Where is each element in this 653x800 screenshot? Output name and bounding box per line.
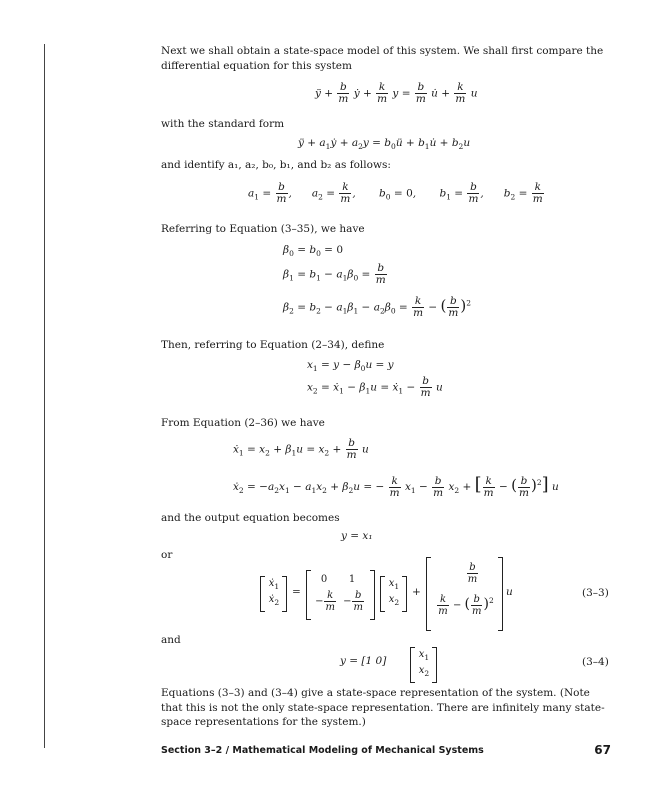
equation-number-3-4: (3–4) <box>582 656 609 668</box>
and-text: and <box>161 634 181 646</box>
x2-dot-equation: ẋ$_2$ = $-a_2x_1 - a_1x_2 + \beta_2u$ = − $\frac{k}{m}$ $x_1$ − $\frac{b}{m}$ $x_2$ + [ $\frac{k}{m}$ − ( $\frac{b}{m}$ )$^2$] u <box>233 474 559 499</box>
conclusion-paragraph: Equations (3–3) and (3–4) give a state-space representation of the system. (Note that this is not the only state-space representation. There are infinitely many state-space representations for the system.) <box>161 687 605 728</box>
page-number: 67 <box>594 743 611 757</box>
margin-rule <box>44 44 45 748</box>
referring-335-text: Referring to Equation (3–35), we have <box>161 223 365 235</box>
identify-text: and identify a₁, a₂, b₀, b₁, and b₂ as follows: <box>161 159 391 171</box>
x2-definition: $x_2$ = ẋ$_1$ − $\beta_1u$ = ẋ$_1$ − $\frac{b}{m}$ u <box>307 375 443 399</box>
x1-definition: $x_1 = y - \beta_0u = y$ <box>307 359 394 373</box>
with-standard-form-text: with the standard form <box>161 118 285 130</box>
footer-section-title: Section 3–2 / Mathematical Modeling of Mechanical Systems <box>161 745 484 756</box>
output-equation: y = x₁ <box>341 530 373 542</box>
page-footer <box>161 745 611 756</box>
intro-paragraph: Next we shall obtain a state-space model of this system. We shall first compare the differential equation for this system <box>161 45 604 72</box>
textbook-page: Next we shall obtain a state-space model of this system. We shall first compare the differential equation for this system ÿ + $\frac{b}{m}$ ẏ + $\frac{k}{m}$ y = $\frac{b}{m}$ u̇ + $\frac{k}{m}$ u with the standard form ÿ + $a_1ẏ + a_2y$ = $b_0ü$ + $b_1u̇ + b_2u$ and identify a₁, a₂, b₀, b₁, and b₂ as follows: $a_1$ = $\frac{b}{m}$ , $a_2$ = $\frac{k}{m}$ , $b_0 = 0$, $b_1$ = $\frac{b}{m}$ , $b_2$ = $\frac{k}{m}$ Referring to Equation (3–35), we have $\beta_0 = b_0 = 0$ $\beta_1 = b_1 - a_1\beta_0$ = $\frac{b}{m}$ $\beta_2 = b_2 - a_1\beta_1 - a_2\beta_0$ = $\frac{k}{m}$ − ( $\frac{b}{m}$ )$^2$ Then, referring to Equation (2–34), define $x_1 = y - \beta_0u = y$ $x_2$ = ẋ$_1$ − $\beta_1u$ = ẋ$_1$ − $\frac{b}{m}$ u From Equation (2–36) we have ẋ$_1$ = $x_2 + \beta_1u = x_2$ + $\frac{b}{m}$ u ẋ$_2$ = $-a_2x_1 - a_1x_2 + \beta_2u$ = − $\frac{k}{m}$ $x_1$ − $\frac{b}{m}$ $x_2$ + [ $\frac{k}{m}$ − ( $\frac{b}{m}$ )$^2$] u and the output equation becomes y = x₁ or ẋ$_1$ ẋ$_2$ = 0 1 − $\frac{k}{m}$ − $\frac{b}{m}$ $x_1$ $x_2$ + $\frac{b}{m}$ $\frac{k}{m}$ − ( $\frac{b}{m}$ )$^2$ u (3–3) and y = [1 0] $x_1$ $x_2$ (3–4) Equations (3–3) and (3–4) give a state-space representation of the system. (Note that this is not the only state-space representation. There are infinitely many state-space representations for the system.) Section 3–2 / Mathematical Modeling of Mechanical Systems 67 <box>0 0 653 800</box>
referring-234-text: Then, referring to Equation (2–34), define <box>161 339 385 351</box>
from-236-text: From Equation (2–36) we have <box>161 417 325 429</box>
x1-dot-equation: ẋ$_1$ = $x_2 + \beta_1u = x_2$ + $\frac{b}{m}$ u <box>233 437 369 461</box>
differential-equation: ÿ + $\frac{b}{m}$ ẏ + $\frac{k}{m}$ y = $\frac{b}{m}$ u̇ + $\frac{k}{m}$ u <box>315 81 478 105</box>
coefficient-identification: $a_1$ = $\frac{b}{m}$ , $a_2$ = $\frac{k}{m}$ , $b_0 = 0$, $b_1$ = $\frac{b}{m}$ , $b_2$ = $\frac{k}{m}$ <box>248 181 543 205</box>
or-text: or <box>161 549 173 561</box>
beta0-equation: $\beta_0 = b_0 = 0$ <box>283 244 344 258</box>
standard-form-equation: ÿ + $a_1ẏ + a_2y$ = $b_0ü$ + $b_1u̇ + b_2u$ <box>298 137 471 151</box>
output-equation-text: and the output equation becomes <box>161 512 340 524</box>
beta1-equation: $\beta_1 = b_1 - a_1\beta_0$ = $\frac{b}{m}$ <box>283 262 386 286</box>
beta2-equation: $\beta_2 = b_2 - a_1\beta_1 - a_2\beta_0$ = $\frac{k}{m}$ − ( $\frac{b}{m}$ )$^2$ <box>283 295 471 319</box>
equation-number-3-3: (3–3) <box>582 587 609 599</box>
